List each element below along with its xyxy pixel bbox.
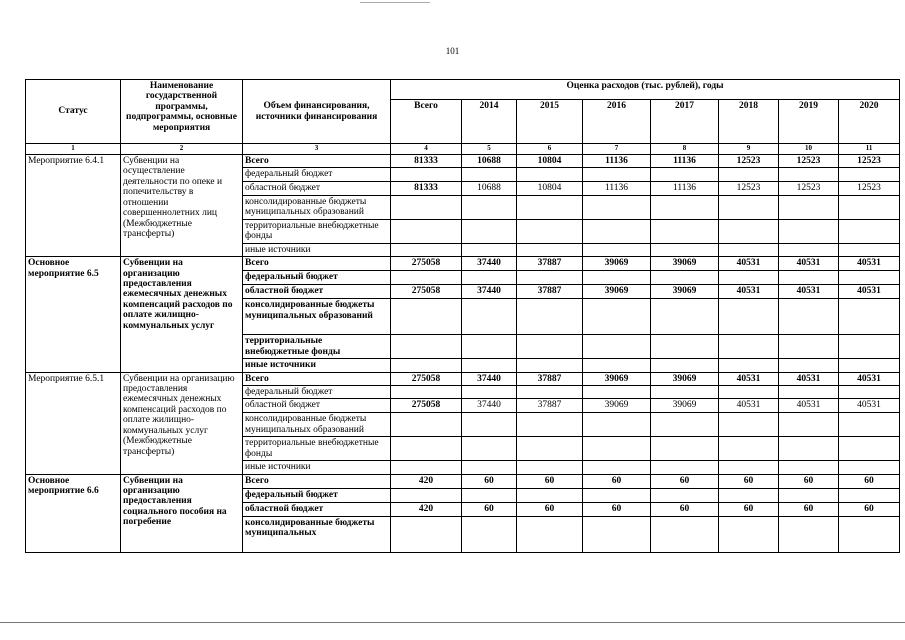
amount-cell — [391, 195, 462, 219]
amount-cell — [719, 299, 779, 335]
amount-cell — [517, 488, 583, 502]
amount-cell — [839, 437, 900, 461]
amount-cell — [651, 385, 719, 398]
amount-cell — [462, 516, 517, 552]
amount-cell: 11136 — [651, 181, 719, 195]
funding-source: консолидированные бюджеты муниципальных образований — [243, 195, 391, 219]
amount-cell — [583, 359, 651, 372]
amount-cell — [517, 219, 583, 243]
group-status: Основное мероприятие 6.6 — [26, 474, 121, 552]
amount-cell — [462, 271, 517, 285]
header-year: 2017 — [651, 100, 719, 144]
amount-cell: 60 — [517, 502, 583, 516]
amount-cell — [651, 195, 719, 219]
funding-source: Всего — [243, 474, 391, 488]
amount-cell: 11136 — [583, 155, 651, 168]
amount-cell — [839, 488, 900, 502]
amount-cell: 60 — [839, 474, 900, 488]
funding-source: областной бюджет — [243, 502, 391, 516]
amount-cell: 37440 — [462, 257, 517, 271]
amount-cell — [391, 271, 462, 285]
amount-cell — [651, 335, 719, 359]
amount-cell — [779, 299, 839, 335]
amount-cell — [391, 359, 462, 372]
amount-cell — [779, 385, 839, 398]
amount-cell: 60 — [651, 502, 719, 516]
amount-cell — [719, 271, 779, 285]
amount-cell — [651, 461, 719, 474]
amount-cell: 10688 — [462, 181, 517, 195]
amount-cell: 10804 — [517, 181, 583, 195]
amount-cell — [583, 271, 651, 285]
amount-cell — [779, 413, 839, 437]
header-year: 2016 — [583, 100, 651, 144]
amount-cell: 60 — [583, 502, 651, 516]
amount-cell — [719, 219, 779, 243]
page-number: 101 — [445, 46, 460, 56]
amount-cell: 60 — [839, 502, 900, 516]
amount-cell — [779, 219, 839, 243]
header-estimate: Оценка расходов (тыс. рублей), годы — [391, 80, 900, 100]
column-index: 11 — [839, 144, 900, 155]
funding-source: федеральный бюджет — [243, 271, 391, 285]
header-status: Статус — [26, 80, 121, 144]
amount-cell: 420 — [391, 474, 462, 488]
amount-cell — [462, 359, 517, 372]
amount-cell: 37887 — [517, 399, 583, 413]
amount-cell — [839, 359, 900, 372]
amount-cell — [583, 437, 651, 461]
amount-cell — [583, 516, 651, 552]
amount-cell — [462, 299, 517, 335]
amount-cell: 40531 — [719, 257, 779, 271]
amount-cell — [517, 299, 583, 335]
table-header — [26, 80, 900, 155]
amount-cell: 60 — [651, 474, 719, 488]
amount-cell: 11136 — [583, 181, 651, 195]
amount-cell — [583, 195, 651, 219]
funding-source: Всего — [243, 155, 391, 168]
amount-cell — [583, 385, 651, 398]
amount-cell — [779, 461, 839, 474]
amount-cell — [391, 168, 462, 181]
amount-cell: 39069 — [651, 372, 719, 385]
amount-cell — [719, 243, 779, 256]
amount-cell — [719, 195, 779, 219]
amount-cell — [583, 461, 651, 474]
amount-cell — [583, 299, 651, 335]
amount-cell — [839, 195, 900, 219]
table-body — [26, 155, 900, 553]
amount-cell: 37887 — [517, 257, 583, 271]
column-index: 4 — [391, 144, 462, 155]
amount-cell — [839, 516, 900, 552]
header-year: 2015 — [517, 100, 583, 144]
amount-cell — [517, 335, 583, 359]
amount-cell: 40531 — [839, 399, 900, 413]
table-row — [26, 155, 900, 168]
amount-cell: 11136 — [651, 155, 719, 168]
column-index: 5 — [462, 144, 517, 155]
amount-cell — [517, 195, 583, 219]
amount-cell: 39069 — [583, 399, 651, 413]
amount-cell: 39069 — [651, 257, 719, 271]
amount-cell: 275058 — [391, 372, 462, 385]
amount-cell: 40531 — [839, 257, 900, 271]
amount-cell — [583, 335, 651, 359]
amount-cell: 60 — [779, 502, 839, 516]
amount-cell: 40531 — [779, 372, 839, 385]
bottom-scan-mark — [0, 622, 905, 623]
amount-cell — [839, 335, 900, 359]
amount-cell — [839, 413, 900, 437]
table-row — [26, 474, 900, 488]
amount-cell — [779, 516, 839, 552]
column-index: 7 — [583, 144, 651, 155]
table-row — [26, 372, 900, 385]
amount-cell: 60 — [719, 502, 779, 516]
amount-cell — [719, 359, 779, 372]
amount-cell — [517, 413, 583, 437]
amount-cell — [839, 243, 900, 256]
amount-cell — [839, 299, 900, 335]
amount-cell — [391, 219, 462, 243]
funding-source: федеральный бюджет — [243, 488, 391, 502]
funding-source: консолидированные бюджеты муниципальных — [243, 516, 391, 552]
group-name: Субвенции на организацию предоставления ежемесячных денежных компенсаций расходов по оплате жилищно-коммунальных услуг (Межбюджетные трансферты) — [121, 372, 243, 474]
amount-cell: 40531 — [779, 285, 839, 299]
amount-cell — [517, 359, 583, 372]
column-index: 2 — [121, 144, 243, 155]
amount-cell — [462, 195, 517, 219]
amount-cell: 60 — [583, 474, 651, 488]
amount-cell — [779, 271, 839, 285]
amount-cell — [779, 243, 839, 256]
amount-cell: 60 — [779, 474, 839, 488]
amount-cell: 37440 — [462, 285, 517, 299]
funding-source: областной бюджет — [243, 399, 391, 413]
column-index: 10 — [779, 144, 839, 155]
amount-cell — [651, 413, 719, 437]
funding-source: Всего — [243, 257, 391, 271]
amount-cell: 40531 — [719, 285, 779, 299]
header-year: 2014 — [462, 100, 517, 144]
funding-source: федеральный бюджет — [243, 168, 391, 181]
amount-cell: 40531 — [779, 257, 839, 271]
header-year: 2019 — [779, 100, 839, 144]
group-status: Основное мероприятие 6.5 — [26, 257, 121, 372]
budget-table — [25, 79, 900, 553]
amount-cell — [391, 335, 462, 359]
amount-cell — [719, 437, 779, 461]
funding-source: иные источники — [243, 461, 391, 474]
amount-cell: 12523 — [779, 181, 839, 195]
amount-cell — [391, 488, 462, 502]
amount-cell — [839, 385, 900, 398]
funding-source: иные источники — [243, 243, 391, 256]
amount-cell — [391, 299, 462, 335]
amount-cell: 60 — [462, 474, 517, 488]
header-program: Наименование государственной программы, подпрограммы, основные мероприятия — [121, 80, 243, 144]
amount-cell — [779, 335, 839, 359]
amount-cell — [462, 488, 517, 502]
group-name: Субвенции на организацию предоставления ежемесячных денежных компенсаций расходов по оплате жилищно-коммунальных услуг — [121, 257, 243, 372]
amount-cell — [462, 461, 517, 474]
amount-cell — [719, 516, 779, 552]
amount-cell — [391, 385, 462, 398]
amount-cell: 12523 — [779, 155, 839, 168]
amount-cell — [839, 461, 900, 474]
amount-cell: 39069 — [651, 399, 719, 413]
amount-cell — [719, 385, 779, 398]
amount-cell: 39069 — [583, 285, 651, 299]
amount-cell — [651, 243, 719, 256]
funding-source: федеральный бюджет — [243, 385, 391, 398]
funding-source: иные источники — [243, 359, 391, 372]
amount-cell — [779, 195, 839, 219]
amount-cell — [719, 335, 779, 359]
amount-cell — [583, 243, 651, 256]
amount-cell: 12523 — [719, 181, 779, 195]
funding-source: территориальные внебюджетные фонды — [243, 335, 391, 359]
amount-cell: 10688 — [462, 155, 517, 168]
amount-cell — [517, 168, 583, 181]
amount-cell — [517, 385, 583, 398]
amount-cell — [462, 413, 517, 437]
column-index: 1 — [26, 144, 121, 155]
amount-cell — [839, 271, 900, 285]
amount-cell — [517, 516, 583, 552]
funding-source: консолидированные бюджеты муниципальных образований — [243, 299, 391, 335]
amount-cell: 40531 — [779, 399, 839, 413]
amount-cell: 12523 — [839, 155, 900, 168]
group-name: Субвенции на организацию предоставления социального пособия на погребение — [121, 474, 243, 552]
group-name: Субвенции на осуществление деятельности по опеке и попечительству в отношении совершеннолетних лиц (Межбюджетные трансферты) — [121, 155, 243, 257]
header-year: 2018 — [719, 100, 779, 144]
amount-cell: 40531 — [719, 399, 779, 413]
funding-source: консолидированные бюджеты муниципальных образований — [243, 413, 391, 437]
amount-cell: 275058 — [391, 257, 462, 271]
amount-cell — [651, 168, 719, 181]
amount-cell — [517, 243, 583, 256]
amount-cell — [651, 488, 719, 502]
amount-cell — [719, 413, 779, 437]
funding-source: областной бюджет — [243, 285, 391, 299]
amount-cell — [517, 461, 583, 474]
funding-source: территориальные внебюджетные фонды — [243, 437, 391, 461]
amount-cell — [462, 437, 517, 461]
amount-cell — [391, 413, 462, 437]
amount-cell: 60 — [462, 502, 517, 516]
amount-cell: 37887 — [517, 372, 583, 385]
header-year: Всего — [391, 100, 462, 144]
amount-cell: 39069 — [651, 285, 719, 299]
amount-cell — [583, 488, 651, 502]
amount-cell — [719, 461, 779, 474]
amount-cell — [651, 516, 719, 552]
amount-cell — [462, 385, 517, 398]
amount-cell — [517, 271, 583, 285]
header-year: 2020 — [839, 100, 900, 144]
amount-cell — [391, 437, 462, 461]
amount-cell — [462, 168, 517, 181]
funding-source: Всего — [243, 372, 391, 385]
amount-cell — [651, 437, 719, 461]
header-source: Объем финансирования, источники финансирования — [243, 80, 391, 144]
amount-cell: 39069 — [583, 372, 651, 385]
amount-cell: 40531 — [719, 372, 779, 385]
amount-cell — [779, 488, 839, 502]
amount-cell — [462, 219, 517, 243]
amount-cell: 81333 — [391, 181, 462, 195]
amount-cell — [391, 243, 462, 256]
amount-cell: 37887 — [517, 285, 583, 299]
amount-cell: 81333 — [391, 155, 462, 168]
amount-cell — [651, 299, 719, 335]
amount-cell — [583, 168, 651, 181]
amount-cell — [779, 437, 839, 461]
amount-cell — [779, 359, 839, 372]
group-status: Мероприятие 6.5.1 — [26, 372, 121, 474]
amount-cell — [583, 413, 651, 437]
amount-cell: 275058 — [391, 399, 462, 413]
amount-cell: 10804 — [517, 155, 583, 168]
amount-cell — [839, 219, 900, 243]
amount-cell: 12523 — [719, 155, 779, 168]
funding-source: территориальные внебюджетные фонды — [243, 219, 391, 243]
group-status: Мероприятие 6.4.1 — [26, 155, 121, 257]
amount-cell: 275058 — [391, 285, 462, 299]
amount-cell — [462, 335, 517, 359]
amount-cell — [391, 516, 462, 552]
amount-cell: 420 — [391, 502, 462, 516]
amount-cell — [719, 488, 779, 502]
column-index: 3 — [243, 144, 391, 155]
amount-cell: 60 — [517, 474, 583, 488]
amount-cell: 40531 — [839, 285, 900, 299]
column-index: 8 — [651, 144, 719, 155]
amount-cell — [839, 168, 900, 181]
amount-cell — [651, 219, 719, 243]
amount-cell: 37440 — [462, 372, 517, 385]
amount-cell — [517, 437, 583, 461]
amount-cell — [391, 461, 462, 474]
funding-source: областной бюджет — [243, 181, 391, 195]
table-row — [26, 257, 900, 271]
column-index: 6 — [517, 144, 583, 155]
amount-cell — [583, 219, 651, 243]
amount-cell — [462, 243, 517, 256]
amount-cell — [651, 271, 719, 285]
amount-cell — [779, 168, 839, 181]
amount-cell: 12523 — [839, 181, 900, 195]
amount-cell: 37440 — [462, 399, 517, 413]
amount-cell — [651, 359, 719, 372]
top-scan-mark — [360, 2, 430, 3]
amount-cell: 40531 — [839, 372, 900, 385]
column-index: 9 — [719, 144, 779, 155]
amount-cell: 39069 — [583, 257, 651, 271]
amount-cell — [719, 168, 779, 181]
amount-cell: 60 — [719, 474, 779, 488]
